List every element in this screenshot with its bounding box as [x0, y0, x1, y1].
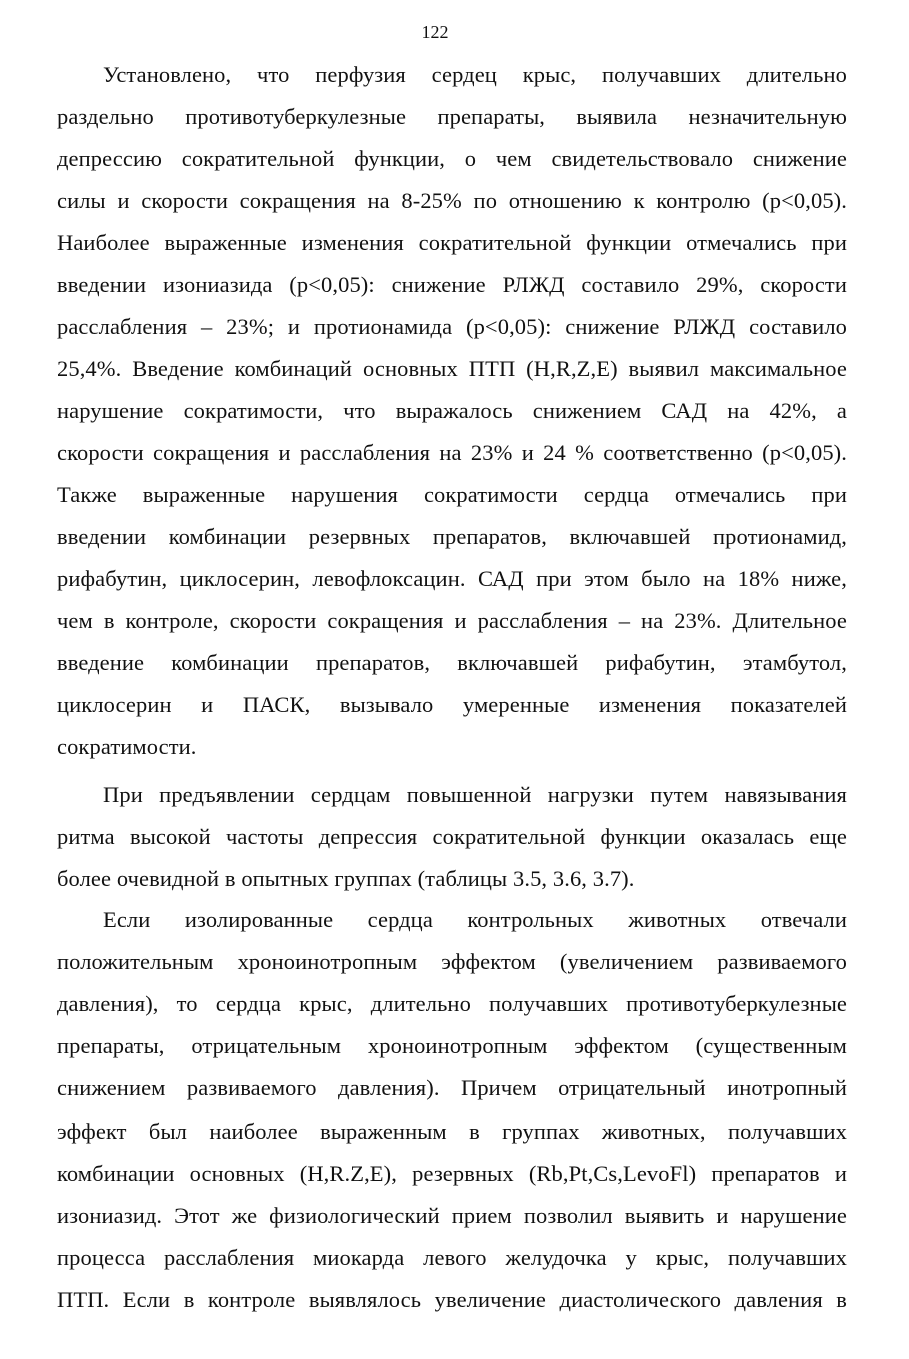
paragraph-line: процесса расслабления миокарда левого желудочка у крыс, получавших [57, 1245, 847, 1270]
paragraph-line: Если изолированные сердца контрольных животных отвечали [103, 907, 847, 932]
paragraph-line: При предъявлении сердцам повышенной нагрузки путем навязывания [103, 782, 847, 807]
paragraph-line: введение комбинации препаратов, включавшей рифабутин, этамбутол, [57, 650, 847, 675]
paragraph-line: Наиболее выраженные изменения сократительной функции отмечались при [57, 230, 847, 255]
paragraph-line: введении комбинации резервных препаратов, включавшей протионамид, [57, 524, 847, 549]
paragraph-line: препараты, отрицательным хроноинотропным эффектом (существенным [57, 1033, 847, 1058]
paragraph-line: ПТП. Если в контроле выявлялось увеличение диастолического давления в [57, 1287, 847, 1312]
paragraph-line: депрессию сократительной функции, о чем свидетельствовало снижение [57, 146, 847, 171]
paragraph-line: нарушение сократимости, что выражалось снижением САД на 42%, а [57, 398, 847, 423]
paragraph-line: расслабления – 23%; и протионамида (р<0,05): снижение РЛЖД составило [57, 314, 847, 339]
paragraph-line: Также выраженные нарушения сократимости сердца отмечались при [57, 482, 847, 507]
paragraph-line: силы и скорости сокращения на 8-25% по отношению к контролю (р<0,05). [57, 188, 847, 213]
paragraph-line: изониазид. Этот же физиологический прием позволил выявить и нарушение [57, 1203, 847, 1228]
page-number: 122 [421, 22, 449, 42]
paragraph-line: ритма высокой частоты депрессия сократительной функции оказалась еще [57, 824, 847, 849]
paragraph-line: эффект был наиболее выраженным в группах животных, получавших [57, 1119, 847, 1144]
paragraph-line: снижением развиваемого давления). Причем отрицательный инотропный [57, 1075, 847, 1100]
paragraph-line: рифабутин, циклосерин, левофлоксацин. САД при этом было на 18% ниже, [57, 566, 847, 591]
paragraph-line: раздельно противотуберкулезные препараты, выявила незначительную [57, 104, 847, 129]
paragraph-line: более очевидной в опытных группах (таблицы 3.5, 3.6, 3.7). [57, 866, 635, 891]
paragraph-line: сократимости. [57, 734, 197, 759]
paragraph-line: комбинации основных (H,R.Z,E), резервных (Rb,Pt,Cs,LevoFl) препаратов и [57, 1161, 847, 1186]
paragraph-line: Установлено, что перфузия сердец крыс, получавших длительно [103, 62, 847, 87]
paragraph-line: положительным хроноинотропным эффектом (увеличением развиваемого [57, 949, 847, 974]
paragraph-line: 25,4%. Введение комбинаций основных ПТП (H,R,Z,E) выявил максимальное [57, 356, 847, 381]
paragraph-line: давления), то сердца крыс, длительно получавших противотуберкулезные [57, 991, 847, 1016]
paragraph-line: циклосерин и ПАСК, вызывало умеренные изменения показателей [57, 692, 847, 717]
paragraph-line: чем в контроле, скорости сокращения и расслабления – на 23%. Длительное [57, 608, 847, 633]
paragraph-line: введении изониазида (р<0,05): снижение РЛЖД составило 29%, скорости [57, 272, 847, 297]
paragraph-line: скорости сокращения и расслабления на 23% и 24 % соответственно (р<0,05). [57, 440, 847, 465]
